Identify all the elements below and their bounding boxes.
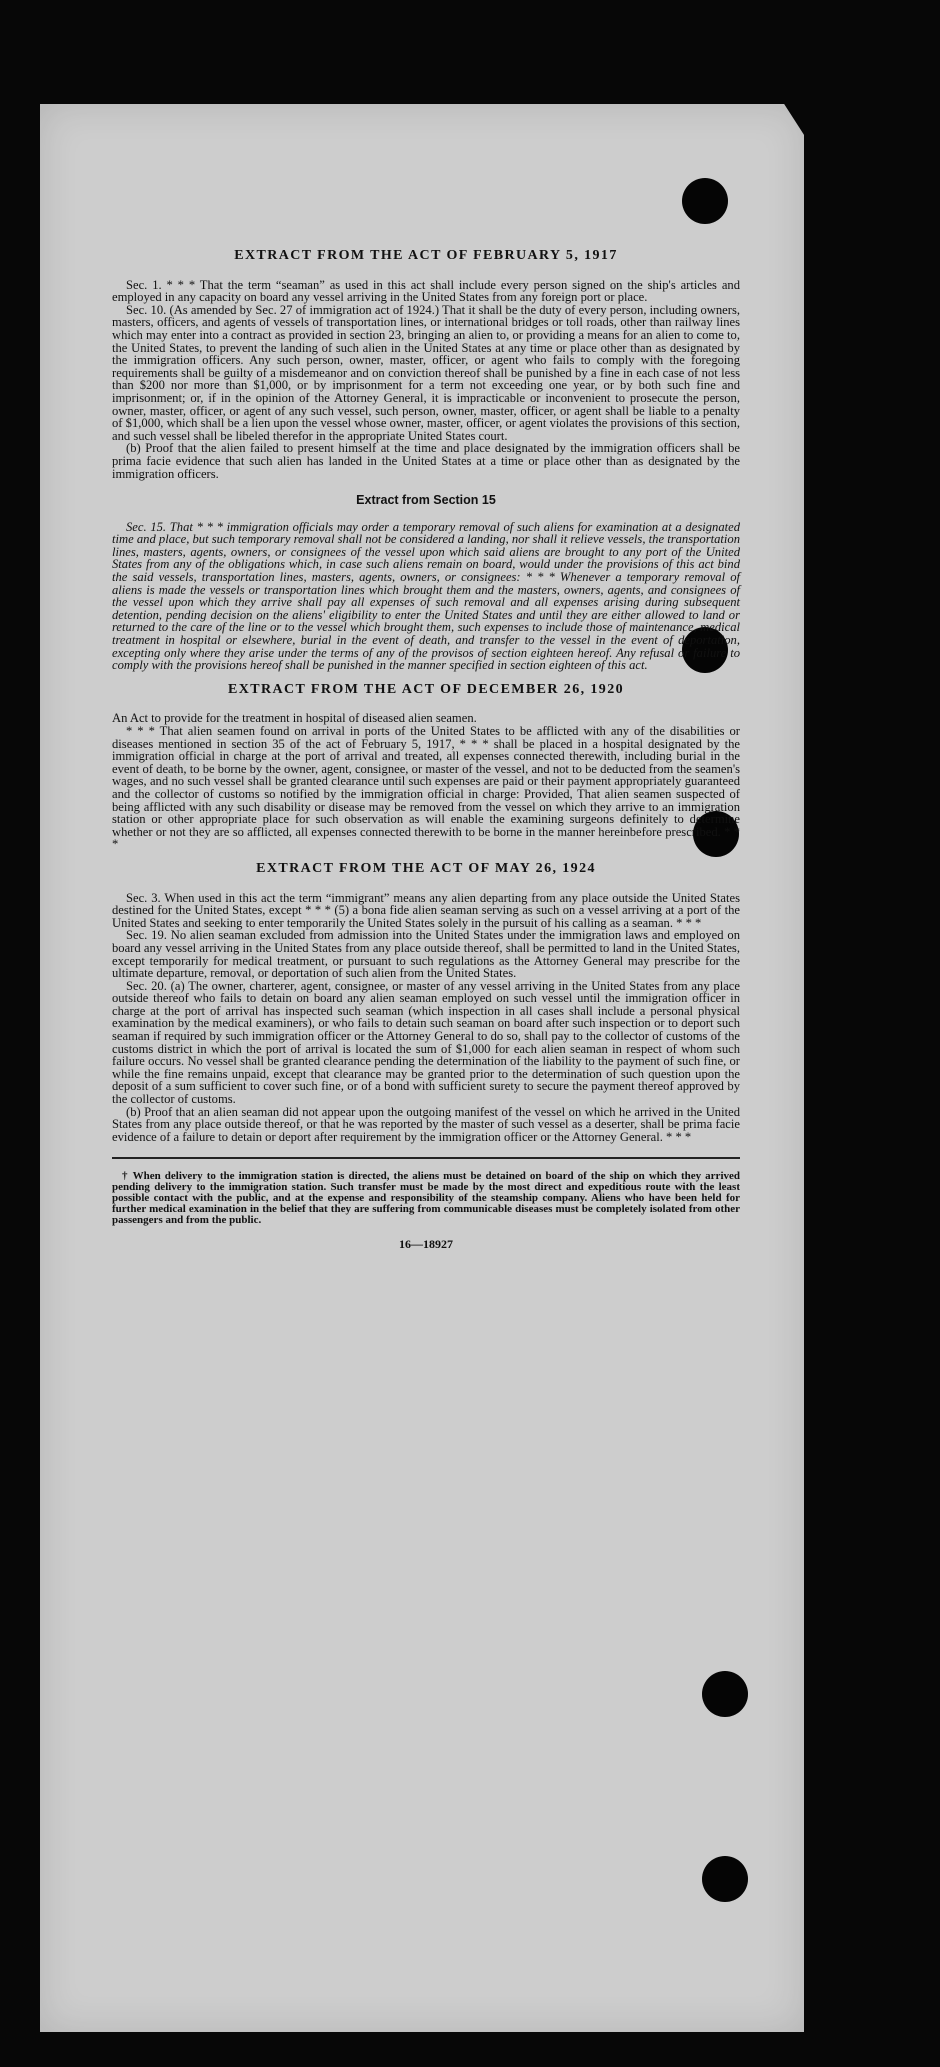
punch-hole — [682, 178, 728, 224]
form-number: 16—18927 — [399, 1237, 453, 1252]
paragraph: Sec. 10. (As amended by Sec. 27 of immigration act of 1924.) That it shall be the duty of every person, including owners, masters, officers, and agents of vessels of transportation lines, or international bridges or toll roads, other than railway lines which may enter into a contract as provided in section 23, bringing an alien to, or providing a means for an alien to come to, the United States, to prevent the landing of such alien in the United States at any time or place other than as designated by the immigration officers. Any such person, owner, master, officer, or agent who fails to comply with the foregoing requirements shall be guilty of a misdemeanor and on conviction thereof shall be punished by a fine in each case of not less than $200 nor more than $1,000, or by imprisonment for a term not exceeding one year, or by both such fine and imprisonment; or, if in the opinion of the Attorney General, it is impracticable or inconvenient to prosecute the person, owner, master, officer, or agent of any such vessel, such person, owner, master, officer, or agent shall be liable to a penalty of $1,000, which shall be a lien upon the vessel whose owner, master, officer, or agent violates the provisions of this section, and such vessel shall be libeled therefor in the appropriate United States court. — [112, 302, 740, 443]
paragraph: (b) Proof that an alien seaman did not appear upon the outgoing manifest of the vessel on which he arrived in the United States from any place outside thereof, or that he was reported by the master of such vessel as a deserter, shall be prima facie evidence of a failure to detain or deport after requirement by the immigration officer or the Attorney General. * * * — [112, 1104, 740, 1144]
section-act-feb-1917 — [112, 250, 740, 480]
section-act-dec-1920 — [112, 681, 740, 852]
paragraph: An Act to provide for the treatment in hospital of diseased alien seamen. — [112, 711, 477, 726]
paragraph: Sec. 15. That * * * immigration officials may order a temporary removal of such aliens for examination at a designated time and place, but such temporary removal shall not be considered a landing, nor shall it relieve vessels, the transportation lines, masters, agents, owners, or consignees of the vessel upon which said aliens are brought to any port of the United States from any of the obligations which, in case such aliens remain on board, would under the provisions of this act bind the said vessels, transportation lines, masters, agents, owners, or consignees: * * * Whenever a temporary removal of aliens is made the vessels or transportation lines which brought them and the masters, owners, agents, and consignees of the vessel upon which they arrive shall pay all expenses of such removal and all expenses arising during subsequent detention, pending decision on the aliens' eligibility to enter the United States and until they are either allowed to land or returned to the care of the line or to the vessel which brought them, such expenses to include those of maintenance, medical treatment in hospital or elsewhere, burial in the event of death, and transfer to the vessel in the event of deportation, excepting only where they arise under the terms of any of the provisos of section eighteen hereof. Any refusal or failure to comply with the provisions hereof shall be punished in the manner specified in section eighteen of this act. — [112, 519, 740, 673]
section-heading: EXTRACT FROM THE ACT OF MAY 26, 1924 — [256, 860, 596, 876]
paragraph: (b) Proof that the alien failed to present himself at the time and place designated by the immigration officers shall be prima facie evidence that such alien has landed in the United States at a time or place other than as designated by the immigration officers. — [112, 441, 740, 481]
footnote — [112, 1171, 740, 1226]
document-text — [112, 246, 740, 1251]
punch-hole — [702, 1671, 748, 1717]
section-15-extract — [112, 494, 740, 672]
paragraph: * * * That alien seamen found on arrival in ports of the United States to be afflicted with any of the disabilities or diseases mentioned in section 35 of the act of February 5, 1917, * * * shall be placed in a hospital designated by the immigration official in charge at the port of arrival and treated, all expenses connected therewith, including burial in the event of death, to be borne by the owner, agent, consignee, or master of the vessel, and not to be deducted from the seamen's wages, and no such vessel shall be granted clearance until such expenses are paid or their payment appropriately guaranteed and the collector of customs so notified by the immigration official in charge: Provided, That alien seamen suspected of being afflicted with any such disability or disease may be removed from the vessel on which they arrive to an immigration station or other appropriate place for such observation as will enable the examining surgeons definitely to determine whether or not they are so afflicted, all expenses connected therewith to be borne in the manner hereinbefore prescribed. * * * — [112, 724, 740, 852]
paragraph: Sec. 1. * * * That the term “seaman” as used in this act shall include every person signed on the ship's articles and employed in any capacity on board any vessel arriving in the United States from any foreign port or place. — [112, 277, 740, 305]
section-act-may-1924 — [112, 860, 740, 1144]
footnote-divider — [112, 1157, 740, 1159]
punch-hole — [702, 1856, 748, 1902]
paragraph: Sec. 20. (a) The owner, charterer, agent, consignee, or master of any vessel arriving in the United States from any place outside thereof who fails to detain on board any alien seaman employed on such vessel until the immigration officer in charge at the port of arrival has inspected such seaman (which inspection in all cases shall include a personal physical examination by the medical examiners), or who fails to detain such seaman on board after such inspection or to deport such seaman if required by such immigration officer or the Attorney General to do so, shall pay to the collector of customs of the customs district in which the port of arrival is located the sum of $1,000 for each alien seaman in respect of whom such failure occurs. No vessel shall be granted clearance pending the determination of the liability to the payment of such fine, or while the fine remains unpaid, except that clearance may be granted prior to the determination of such question upon the deposit of a sum sufficient to cover such fine, or of a bond with sufficient surety to secure the payment thereof approved by the collector of customs. — [112, 978, 740, 1107]
section-heading: EXTRACT FROM THE ACT OF DECEMBER 26, 1920 — [227, 681, 625, 697]
footnote-text: † When delivery to the immigration station is directed, the aliens must be detained on board of the ship on which they arrived pending delivery to the immigration station. Such transfer must be made by the most direct and expeditious route with the least possible contact with the public, and at the expense and responsibility of the steamship company. Aliens who have been held for further medical examination in the belief that they are suffering from communicable diseases must be completely isolated from other passengers and from the public. — [112, 1170, 740, 1227]
section-heading: Extract from Section 15 — [356, 493, 496, 508]
section-heading: EXTRACT FROM THE ACT OF FEBRUARY 5, 1917 — [234, 248, 618, 263]
paragraph: Sec. 3. When used in this act the term “immigrant” means any alien departing from any place outside the United States destined for the United States, except * * * (5) a bona fide alien seaman serving as such on a vessel arriving at a port of the United States and seeking to enter temporarily the United States solely in the pursuit of his calling as a seaman. * * * — [112, 890, 740, 930]
paragraph: Sec. 19. No alien seaman excluded from admission into the United States under the immigration laws and employed on board any vessel arriving in the United States from any place outside thereof, shall be permitted to land in the United States, except temporarily for medical treatment, or pursuant to such regulations as the Attorney General may prescribe for the ultimate departure, removal, or deportation of such alien from the United States. — [112, 928, 740, 981]
